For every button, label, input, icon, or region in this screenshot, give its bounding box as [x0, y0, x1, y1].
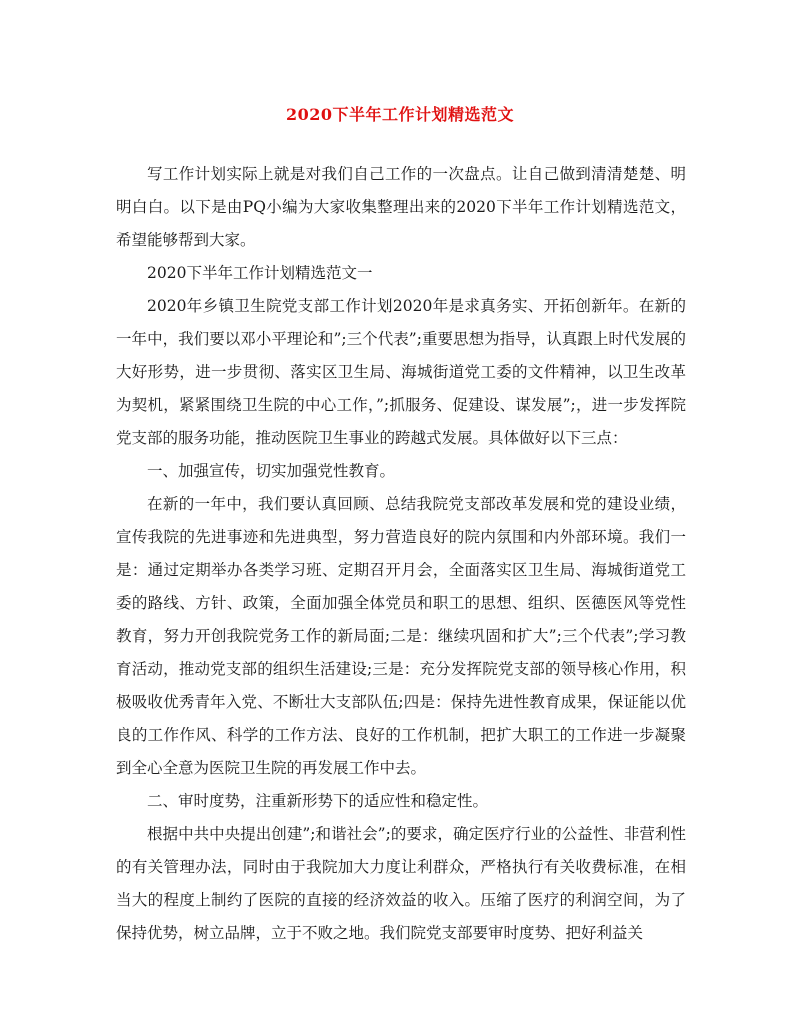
subheading-two: 二、审时度势，注重新形势下的适应性和稳定性。: [147, 792, 489, 810]
document-title: 2020下半年工作计划精选范文: [285, 105, 515, 124]
body-paragraph: 根据中共中央提出创建”;和谐社会”;的要求，确定医疗行业的公益性、非营利性的有关管理办法，同时由于我院加大力度让利群众，严格执行有关收费标准，在相当大的程度上制约了医院的直接的经济效益的收入。压缩了医疗的利润空间，为了保持优势，树立品牌，立于不败之地。我们院党支部要审时度势、把好利益关: [116, 825, 686, 942]
section-heading: 2020下半年工作计划精选范文一: [147, 264, 373, 282]
body-paragraph: 在新的一年中，我们要认真回顾、总结我院党支部改革发展和党的建设业绩，宣传我院的先进事迹和先进典型，努力营造良好的院内氛围和内外部环境。我们一是：通过定期举办各类学习班、定期召开月会，全面落实区卫生局、海城街道党工委的路线、方针、政策，全面加强全体党员和职工的思想、组织、医德医风等党性教育，努力开创我院党务工作的新局面;二是：继续巩固和扩大”;三个代表”;学习教育活动，推动党支部的组织生活建设;三是：充分发挥院党支部的领导核心作用，积极吸收优秀青年入党、不断壮大支部队伍;四是：保持先进性教育成果，保证能以优良的工作作风、科学的工作方法、良好的工作机制，把扩大职工的工作进一步凝聚到全心全意为医院卫生院的再发展工作中去。: [116, 495, 686, 777]
body-paragraph: 2020年乡镇卫生院党支部工作计划2020年是求真务实、开拓创新年。在新的一年中，我们要以邓小平理论和”;三个代表”;重要思想为指导，认真跟上时代发展的大好形势，进一步贯彻、落实区卫生局、海城街道党工委的文件精神，以卫生改革为契机，紧紧围绕卫生院的中心工作，”;抓服务、促建设、谋发展”;，进一步发挥院党支部的服务功能，推动医院卫生事业的跨越式发展。具体做好以下三点：: [116, 297, 686, 447]
subheading-one: 一、加强宣传，切实加强党性教育。: [147, 462, 396, 480]
document-body: [116, 158, 686, 950]
intro-paragraph: 写工作计划实际上就是对我们自己工作的一次盘点。让自己做到清清楚楚、明明白白。以下是由PQ小编为大家收集整理出来的2020下半年工作计划精选范文，希望能够帮到大家。: [116, 165, 686, 249]
